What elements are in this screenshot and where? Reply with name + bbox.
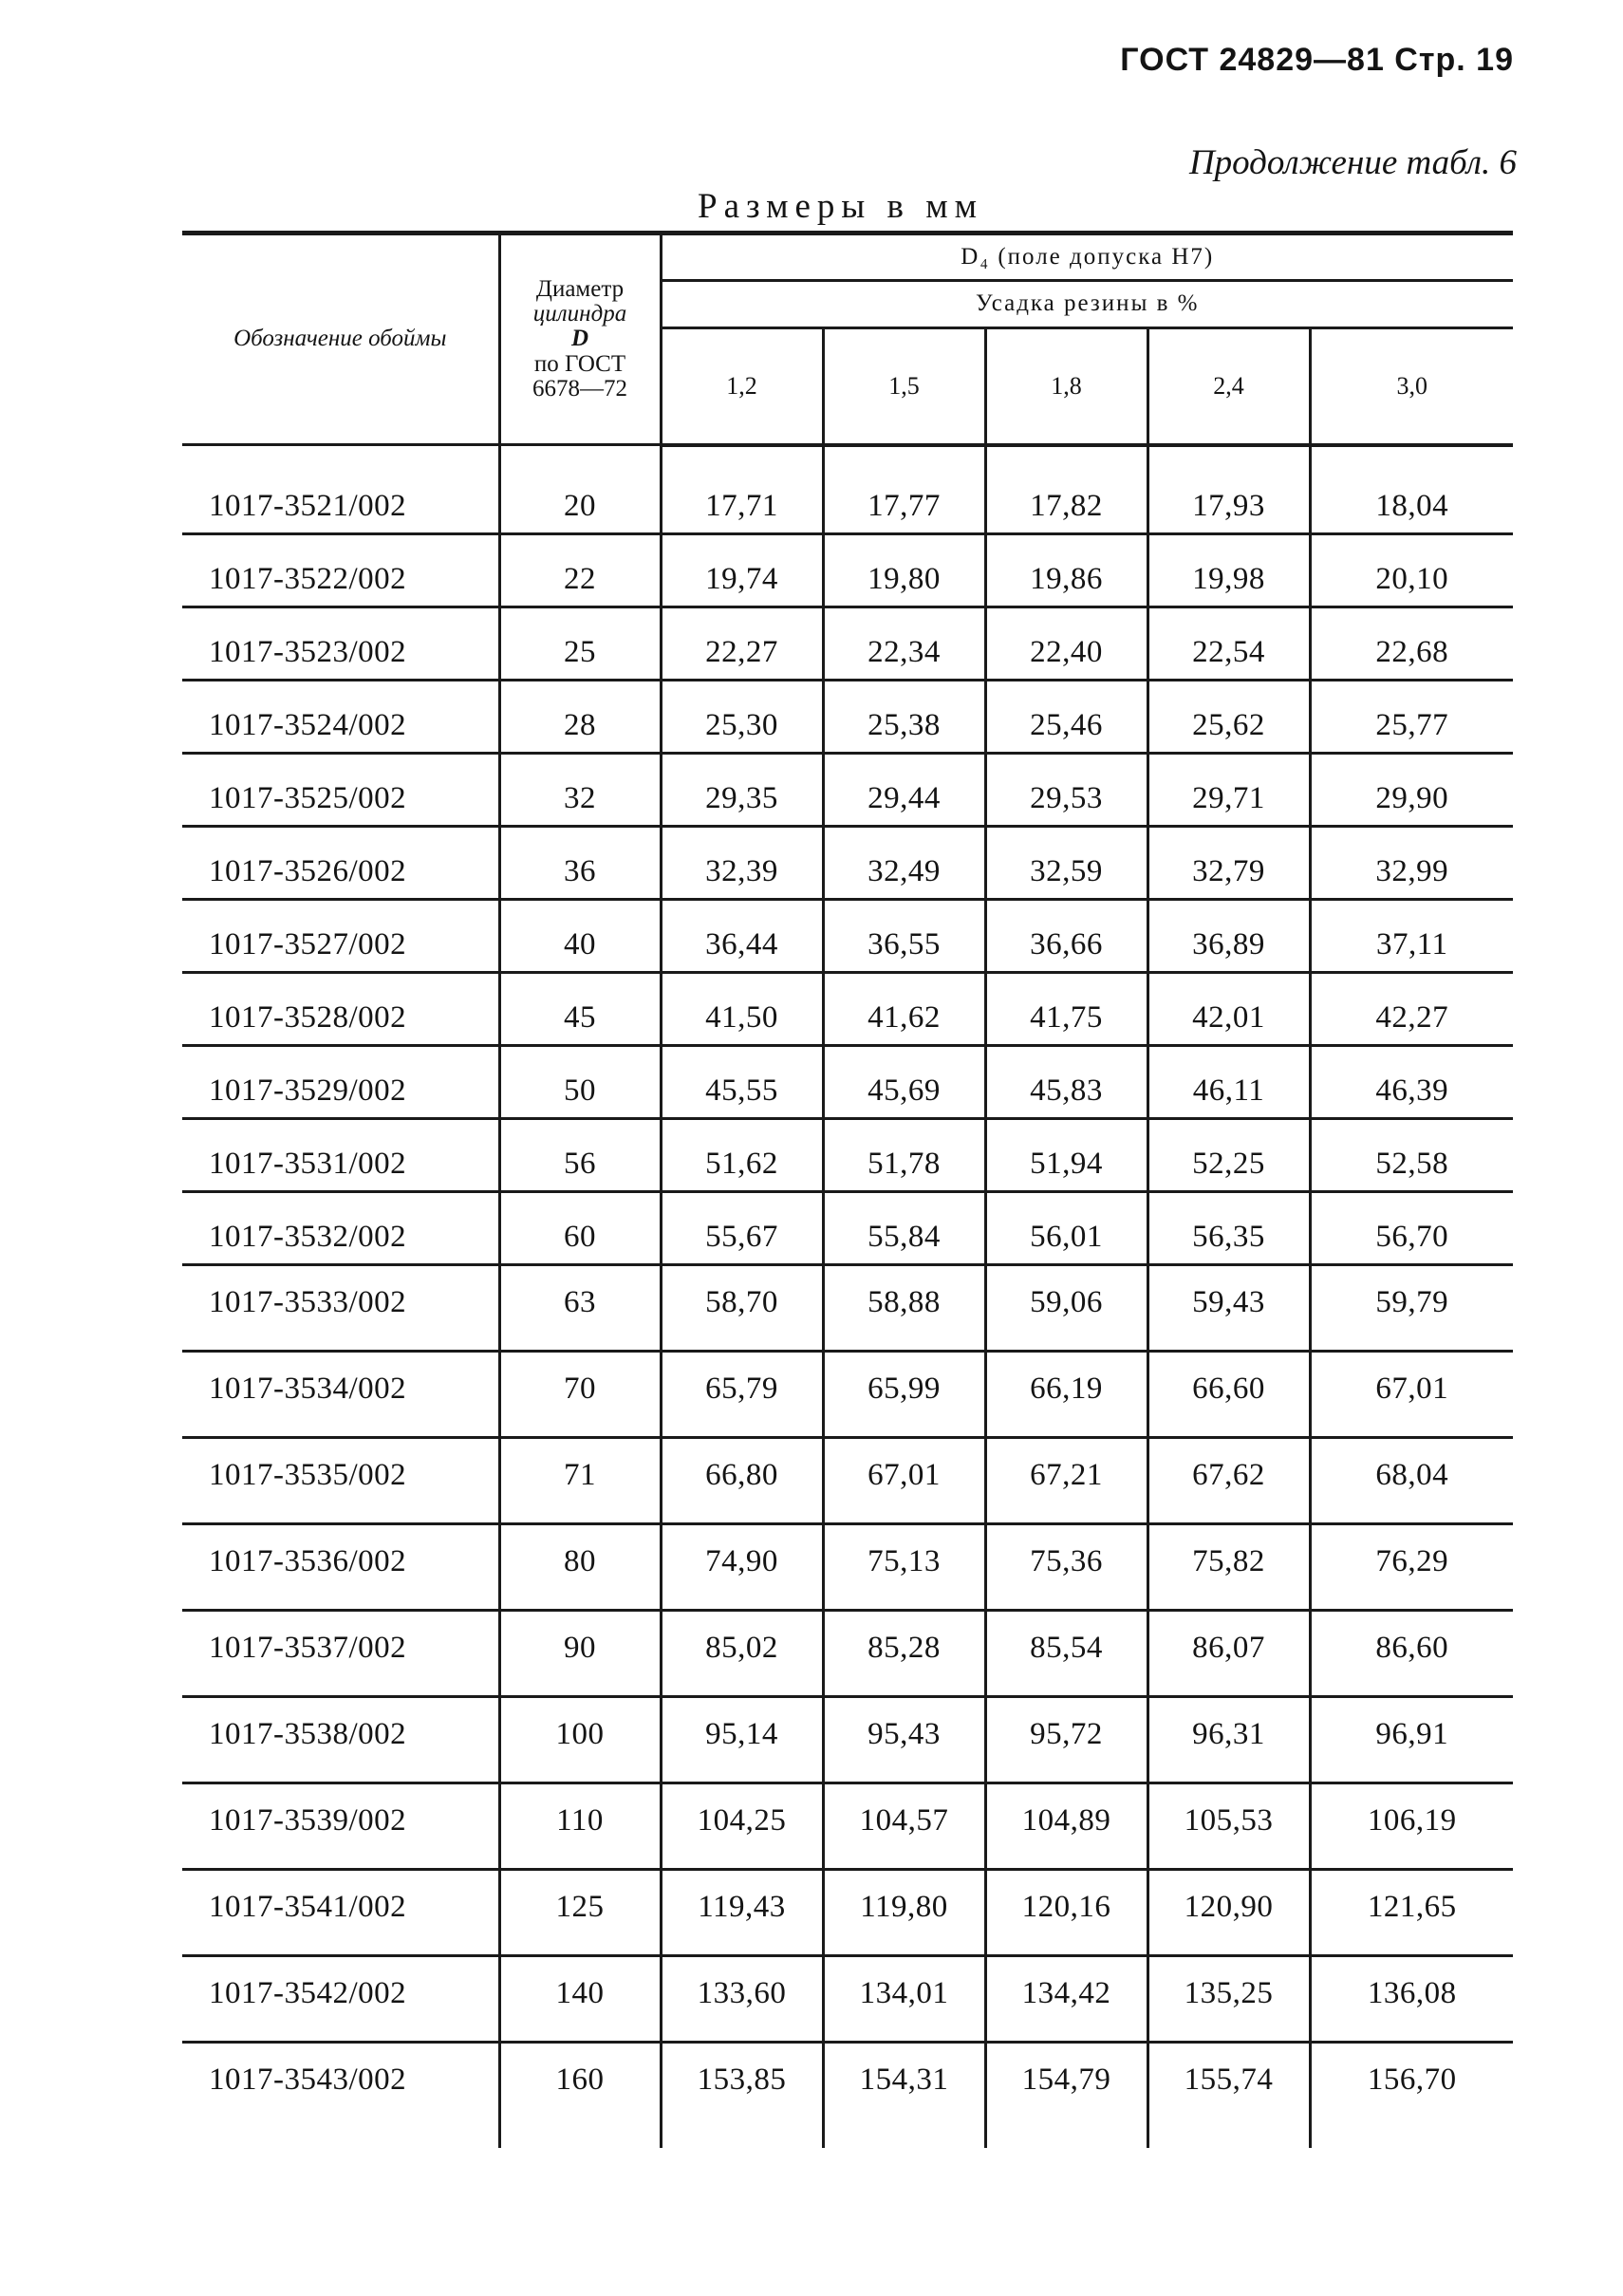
d4-2-4-cell: 42,01 — [1147, 972, 1310, 1045]
d4-1-5-cell: 17,77 — [823, 445, 985, 534]
table-body — [182, 445, 1513, 2148]
d4-1-8-cell: 19,86 — [985, 533, 1147, 607]
d4-1-2-cell: 51,62 — [661, 1118, 823, 1191]
table-row — [182, 1696, 1513, 1783]
d4-3-0-cell: 67,01 — [1310, 1351, 1513, 1437]
d4-1-5-cell: 104,57 — [823, 1783, 985, 1869]
d4-1-8-cell: 134,42 — [985, 1955, 1147, 2042]
diameter-cell: 40 — [499, 899, 661, 972]
d4-3-0-cell: 59,79 — [1310, 1264, 1513, 1351]
d4-3-0-cell: 52,58 — [1310, 1118, 1513, 1191]
d4-2-4-cell: 105,53 — [1147, 1783, 1310, 1869]
d4-1-5-cell: 36,55 — [823, 899, 985, 972]
d4-3-0-cell: 56,70 — [1310, 1191, 1513, 1264]
d4-1-5-cell: 29,44 — [823, 753, 985, 826]
d4-1-2-cell: 32,39 — [661, 826, 823, 899]
d4-3-0-cell: 25,77 — [1310, 680, 1513, 753]
diameter-cell: 36 — [499, 826, 661, 899]
diameter-cell: 20 — [499, 445, 661, 534]
d4-1-8-cell: 104,89 — [985, 1783, 1147, 1869]
diameter-cell: 90 — [499, 1610, 661, 1696]
designation-cell: 1017-3527/002 — [182, 899, 499, 972]
diameter-cell: 32 — [499, 753, 661, 826]
diameter-cell: 50 — [499, 1045, 661, 1118]
designation-cell: 1017-3523/002 — [182, 607, 499, 680]
header-shrinkage-2-4: 2,4 — [1147, 327, 1310, 445]
d4-1-8-cell: 66,19 — [985, 1351, 1147, 1437]
designation-cell: 1017-3536/002 — [182, 1523, 499, 1610]
d4-1-8-cell: 75,36 — [985, 1523, 1147, 1610]
d4-1-8-cell: 17,82 — [985, 445, 1147, 534]
table-row — [182, 1869, 1513, 1955]
designation-cell: 1017-3539/002 — [182, 1783, 499, 1869]
d4-1-5-cell: 25,38 — [823, 680, 985, 753]
table-row — [182, 1191, 1513, 1264]
designation-cell: 1017-3537/002 — [182, 1610, 499, 1696]
d4-1-5-cell: 45,69 — [823, 1045, 985, 1118]
designation-cell: 1017-3526/002 — [182, 826, 499, 899]
d4-2-4-cell: 86,07 — [1147, 1610, 1310, 1696]
d4-3-0-cell: 106,19 — [1310, 1783, 1513, 1869]
diameter-cell: 25 — [499, 607, 661, 680]
diameter-cell: 140 — [499, 1955, 661, 2042]
d4-1-2-cell: 29,35 — [661, 753, 823, 826]
d4-2-4-cell: 120,90 — [1147, 1869, 1310, 1955]
designation-cell: 1017-3529/002 — [182, 1045, 499, 1118]
table-row — [182, 753, 1513, 826]
header-shrinkage-1-2: 1,2 — [661, 327, 823, 445]
diameter-cell: 110 — [499, 1783, 661, 1869]
d4-1-8-cell: 32,59 — [985, 826, 1147, 899]
d4-1-5-cell: 55,84 — [823, 1191, 985, 1264]
table-row — [182, 607, 1513, 680]
d4-1-5-cell: 65,99 — [823, 1351, 985, 1437]
d4-3-0-cell: 76,29 — [1310, 1523, 1513, 1610]
d4-3-0-cell: 29,90 — [1310, 753, 1513, 826]
units-label: Размеры в мм — [698, 187, 984, 226]
table-row — [182, 2042, 1513, 2148]
d4-1-5-cell: 67,01 — [823, 1437, 985, 1523]
d4-1-5-cell: 51,78 — [823, 1118, 985, 1191]
designation-cell: 1017-3538/002 — [182, 1696, 499, 1783]
d4-2-4-cell: 155,74 — [1147, 2042, 1310, 2148]
header-shrinkage-3-0: 3,0 — [1310, 327, 1513, 445]
d4-3-0-cell: 46,39 — [1310, 1045, 1513, 1118]
table-row — [182, 1955, 1513, 2042]
dimensions-table — [182, 231, 1513, 2148]
table-row — [182, 533, 1513, 607]
d4-1-5-cell: 58,88 — [823, 1264, 985, 1351]
d4-1-2-cell: 25,30 — [661, 680, 823, 753]
table-row — [182, 680, 1513, 753]
diameter-cell: 63 — [499, 1264, 661, 1351]
d4-3-0-cell: 32,99 — [1310, 826, 1513, 899]
d4-1-8-cell: 95,72 — [985, 1696, 1147, 1783]
d4-1-8-cell: 56,01 — [985, 1191, 1147, 1264]
d4-1-8-cell: 22,40 — [985, 607, 1147, 680]
d4-1-2-cell: 55,67 — [661, 1191, 823, 1264]
table-row — [182, 1783, 1513, 1869]
d4-1-2-cell: 45,55 — [661, 1045, 823, 1118]
d4-2-4-cell: 135,25 — [1147, 1955, 1310, 2042]
d4-1-2-cell: 74,90 — [661, 1523, 823, 1610]
d4-2-4-cell: 56,35 — [1147, 1191, 1310, 1264]
d4-1-2-cell: 85,02 — [661, 1610, 823, 1696]
diameter-cell: 71 — [499, 1437, 661, 1523]
table-row — [182, 1523, 1513, 1610]
header-shrinkage: Усадка резины в % — [661, 281, 1513, 327]
d4-1-8-cell: 59,06 — [985, 1264, 1147, 1351]
d4-3-0-cell: 18,04 — [1310, 445, 1513, 534]
d4-1-2-cell: 119,43 — [661, 1869, 823, 1955]
d4-1-5-cell: 119,80 — [823, 1869, 985, 1955]
d4-2-4-cell: 25,62 — [1147, 680, 1310, 753]
designation-cell: 1017-3534/002 — [182, 1351, 499, 1437]
table-row — [182, 1264, 1513, 1351]
designation-cell: 1017-3543/002 — [209, 2062, 407, 2097]
header-diameter-symbol: D — [570, 326, 589, 352]
d4-3-0-cell: 136,08 — [1310, 1955, 1513, 2042]
d4-2-4-cell: 17,93 — [1147, 445, 1310, 534]
diameter-cell: 22 — [499, 533, 661, 607]
diameter-cell: 100 — [499, 1696, 661, 1783]
d4-1-2-cell: 41,50 — [661, 972, 823, 1045]
d4-2-4-cell: 67,62 — [1147, 1437, 1310, 1523]
d4-2-4-cell: 36,89 — [1147, 899, 1310, 972]
d4-1-5-cell: 134,01 — [823, 1955, 985, 2042]
d4-1-5-cell: 41,62 — [823, 972, 985, 1045]
d4-1-5-cell: 32,49 — [823, 826, 985, 899]
designation-cell: 1017-3542/002 — [182, 1955, 499, 2042]
d4-1-8-cell: 67,21 — [985, 1437, 1147, 1523]
d4-1-8-cell: 45,83 — [985, 1045, 1147, 1118]
table-row — [182, 1045, 1513, 1118]
d4-2-4-cell: 29,71 — [1147, 753, 1310, 826]
header-diameter-line2: цилиндра — [532, 301, 627, 327]
d4-1-2-cell: 17,71 — [661, 445, 823, 534]
d4-2-4-cell: 52,25 — [1147, 1118, 1310, 1191]
d4-2-4-cell: 59,43 — [1147, 1264, 1310, 1351]
d4-2-4-cell: 46,11 — [1147, 1045, 1310, 1118]
d4-1-2-cell: 153,85 — [661, 2042, 823, 2148]
table-row — [182, 1351, 1513, 1437]
d4-1-5-cell: 154,31 — [823, 2042, 985, 2148]
header-diameter — [499, 233, 661, 445]
page-header: ГОСТ 24829—81 Стр. 19 — [1120, 42, 1514, 78]
designation-cell: 1017-3528/002 — [182, 972, 499, 1045]
designation-cell: 1017-3531/002 — [182, 1118, 499, 1191]
diameter-cell: 28 — [499, 680, 661, 753]
d4-1-5-cell: 95,43 — [823, 1696, 985, 1783]
d4-2-4-cell: 22,54 — [1147, 607, 1310, 680]
diameter-cell: 70 — [499, 1351, 661, 1437]
d4-3-0-cell: 22,68 — [1310, 607, 1513, 680]
table-row — [182, 972, 1513, 1045]
diameter-cell: 60 — [499, 1191, 661, 1264]
d4-3-0-cell: 20,10 — [1310, 533, 1513, 607]
d4-3-0-cell: 156,70 — [1310, 2042, 1513, 2148]
d4-1-5-cell: 22,34 — [823, 607, 985, 680]
d4-2-4-cell: 66,60 — [1147, 1351, 1310, 1437]
d4-2-4-cell: 32,79 — [1147, 826, 1310, 899]
header-diameter-line1: Диаметр — [535, 275, 625, 302]
header-diameter-line4: по ГОСТ — [533, 350, 626, 377]
diameter-cell: 125 — [499, 1869, 661, 1955]
designation-cell: 1017-3532/002 — [182, 1191, 499, 1264]
d4-2-4-cell: 19,98 — [1147, 533, 1310, 607]
d4-1-2-cell: 36,44 — [661, 899, 823, 972]
d4-1-5-cell: 75,13 — [823, 1523, 985, 1610]
designation-cell: 1017-3533/002 — [182, 1264, 499, 1351]
designation-cell: 1017-3524/002 — [182, 680, 499, 753]
d4-1-8-cell: 120,16 — [985, 1869, 1147, 1955]
d4-2-4-cell: 96,31 — [1147, 1696, 1310, 1783]
diameter-cell: 160 — [499, 2042, 661, 2148]
d4-3-0-cell: 68,04 — [1310, 1437, 1513, 1523]
designation-cell: 1017-3525/002 — [182, 753, 499, 826]
d4-1-2-cell: 95,14 — [661, 1696, 823, 1783]
designation-cell: 1017-3522/002 — [182, 533, 499, 607]
diameter-cell: 45 — [499, 972, 661, 1045]
d4-3-0-cell: 86,60 — [1310, 1610, 1513, 1696]
d4-1-2-cell: 104,25 — [661, 1783, 823, 1869]
d4-1-8-cell: 25,46 — [985, 680, 1147, 753]
table-row — [182, 445, 1513, 534]
header-d4-group: D₄ (поле допуска H7) — [661, 233, 1513, 281]
d4-1-5-cell: 19,80 — [823, 533, 985, 607]
table-row — [182, 1610, 1513, 1696]
d4-1-2-cell: 19,74 — [661, 533, 823, 607]
d4-1-8-cell: 51,94 — [985, 1118, 1147, 1191]
d4-1-2-cell: 65,79 — [661, 1351, 823, 1437]
header-shrinkage-1-8: 1,8 — [985, 327, 1147, 445]
designation-cell: 1017-3521/002 — [182, 445, 499, 534]
designation-cell: 1017-3535/002 — [182, 1437, 499, 1523]
table-row — [182, 1118, 1513, 1191]
header-designation: Обозначение обоймы — [182, 233, 499, 445]
d4-1-2-cell: 58,70 — [661, 1264, 823, 1351]
d4-3-0-cell: 42,27 — [1310, 972, 1513, 1045]
d4-1-2-cell: 66,80 — [661, 1437, 823, 1523]
d4-3-0-cell: 121,65 — [1310, 1869, 1513, 1955]
d4-1-2-cell: 133,60 — [661, 1955, 823, 2042]
d4-3-0-cell: 37,11 — [1310, 899, 1513, 972]
d4-1-2-cell: 22,27 — [661, 607, 823, 680]
table-continuation-label: Продолжение табл. 6 — [1188, 143, 1517, 182]
d4-3-0-cell: 96,91 — [1310, 1696, 1513, 1783]
d4-1-8-cell: 29,53 — [985, 753, 1147, 826]
table-row — [182, 826, 1513, 899]
designation-cell: 1017-3541/002 — [182, 1869, 499, 1955]
diameter-cell: 56 — [499, 1118, 661, 1191]
header-shrinkage-1-5: 1,5 — [823, 327, 985, 445]
d4-1-8-cell: 154,79 — [985, 2042, 1147, 2148]
d4-2-4-cell: 75,82 — [1147, 1523, 1310, 1610]
table-row — [182, 899, 1513, 972]
d4-1-8-cell: 36,66 — [985, 899, 1147, 972]
d4-1-8-cell: 41,75 — [985, 972, 1147, 1045]
table-row — [182, 1437, 1513, 1523]
header-diameter-line5: 6678—72 — [532, 375, 627, 401]
d4-1-8-cell: 85,54 — [985, 1610, 1147, 1696]
d4-1-5-cell: 85,28 — [823, 1610, 985, 1696]
diameter-cell: 80 — [499, 1523, 661, 1610]
